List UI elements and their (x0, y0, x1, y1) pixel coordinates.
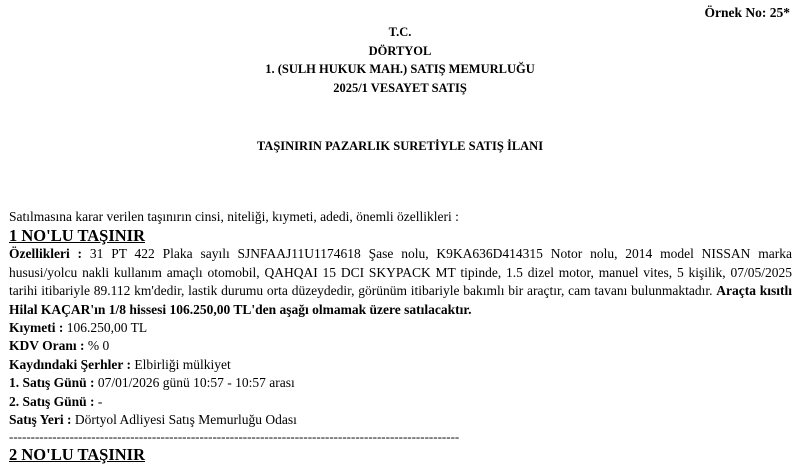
document-body (9, 208, 792, 464)
sale-location-field (9, 411, 792, 429)
first-sale-day-field (9, 374, 792, 392)
lot-1-title: 1 NO'LU TAŞINIR (9, 226, 146, 246)
sale-location-value: Dörtyol Adliyesi Satış Memurluğu Odası (71, 412, 297, 428)
second-sale-day-value: - (94, 393, 103, 409)
second-sale-day-label: 2. Satış Günü : (9, 393, 95, 409)
vat-field (9, 337, 792, 355)
value-amount: 106.250,00 TL (63, 320, 148, 336)
vat-label: KDV Oranı : (9, 338, 85, 354)
annotations-value: Elbirliği mülkiyet (131, 356, 231, 372)
features-text: 31 PT 422 Plaka sayılı SJNFAAJ11U1174618 Şase nolu, K9KA636D414315 Notor nolu, 2014 model NISSAN marka hususi/yolcu nakli kullanım amaçlı otomobil, QAHQAI 15 DCI SKYPACK MT tipinde, 1.5 dizel motor, manuel vites, 5 kişilik, 07/05/2025 tarihi itibariyle 89.112 km'dedir, lastik durumu orta düzeydedir, görünüm itibariyle bakımlı bir araçtır, cam tavanı bulunmaktadır. (9, 246, 792, 299)
section-divider: -------------------------------------------------------------------------------------------------------- (9, 429, 460, 445)
features-label: Özellikleri : (9, 246, 83, 262)
lot-2-title: 2 NO'LU TAŞINIR (9, 445, 146, 464)
ornek-number: Örnek No: 25* (704, 5, 790, 20)
intro-text: Satılmasına karar verilen taşınırın cinsi, niteliği, kıymeti, adedi, önemli özellikleri : (9, 209, 459, 224)
annotations-field (9, 356, 792, 374)
header-office: 1. (SULH HUKUK MAH.) SATIŞ MEMURLUĞU (265, 62, 535, 76)
vat-value: % 0 (84, 338, 110, 354)
features-bold-text: Araçta kısıtlı Hilal KAÇAR'ın 1/8 hissesi 106.250,00 TL'den aşağı olmamak üzere satılacaktır. (9, 283, 792, 317)
announcement-title: TAŞINIRIN PAZARLIK SURETİYLE SATIŞ İLANI (256, 139, 544, 153)
lot-1-features (9, 245, 792, 319)
value-field (9, 319, 792, 337)
header-case-number: 2025/1 VESAYET SATIŞ (333, 80, 467, 95)
header-city: DÖRTYOL (368, 43, 432, 58)
document-header (0, 23, 800, 97)
annotations-label: Kaydındaki Şerhler : (9, 356, 132, 372)
value-label: Kıymeti : (9, 320, 64, 336)
header-tc: T.C. (388, 25, 412, 39)
sale-location-label: Satış Yeri : (9, 412, 72, 428)
second-sale-day-field (9, 393, 792, 411)
first-sale-day-value: 07/01/2026 günü 10:57 - 10:57 arası (94, 375, 295, 391)
first-sale-day-label: 1. Satış Günü : (9, 375, 95, 391)
